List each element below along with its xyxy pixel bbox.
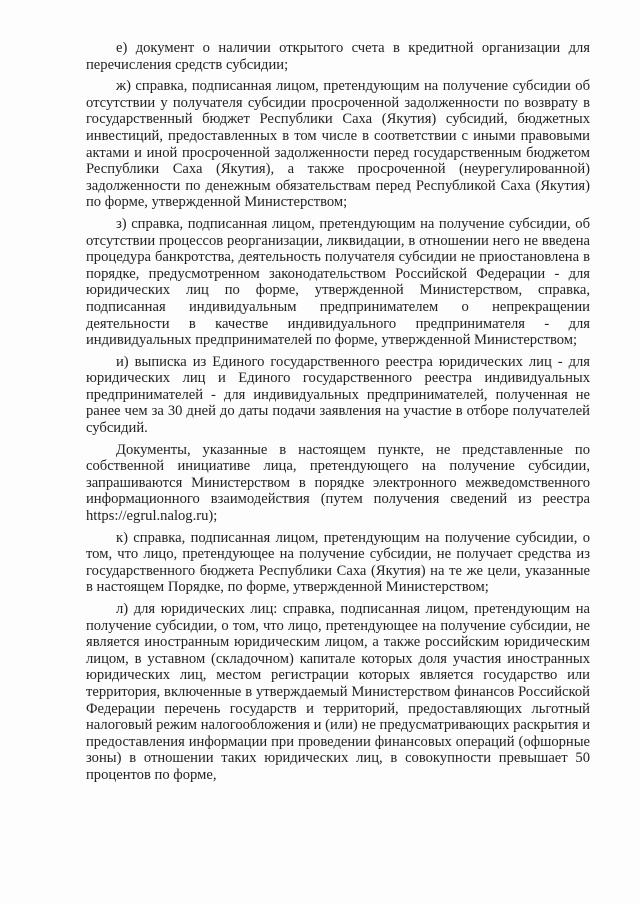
paragraph-l: л) для юридических лиц: справка, подписанная лицом, претендующим на получение субсидии, о том, что лицо, претендующее на получение субсидии, не является иностранным юридическим лицом, а также российским юридическим лицом, в уставном (складочном) капитале которых доля участия иностранных юридических лиц, местом регистрации которых является государство или территория, включенные в утверждаемый Министерством финансов Российской Федерации перечень государств и территорий, предоставляющих льготный налоговый режим налогообложения и (или) не предусматривающих раскрытия и предоставления информации при проведении финансовых операций (офшорные зоны) в отношении таких юридических лиц, в совокупности превышает 50 процентов по форме, xyxy=(86,601,590,783)
paragraph-i: и) выписка из Единого государственного реестра юридических лиц - для юридических лиц и Единого государственного реестра индивидуальных предпринимателей - для индивидуальных предпринимателей, полученная не ранее чем за 30 дней до даты подачи заявления на участие в отборе получателей субсидий. xyxy=(86,353,590,437)
paragraph-e: е) документ о наличии открытого счета в кредитной организации для перечисления средств субсидии; xyxy=(86,40,590,73)
paragraph-z: з) справка, подписанная лицом, претендующим на получение субсидии, об отсутствии процессов реорганизации, ликвидации, в отношении него не введена процедура банкротства, деятельность получателя субсидии не приостановлена в порядке, предусмотренном законодательством Российской Федерации - для юридических лиц по форме, утвержденной Министерством, справка, подписанная индивидуальным предпринимателем о непрекращении деятельности в качестве индивидуального предпринимателя - для индивидуальных предпринимателей по форме, утвержденной Министерством; xyxy=(86,215,590,349)
paragraph-zh: ж) справка, подписанная лицом, претендующим на получение субсидии об отсутствии у получателя субсидии просроченной задолженности по возврату в государственный бюджет Республики Саха (Якутия) субсидий, бюджетных инвестиций, предоставленных в том числе в соответствии с иными правовыми актами и иной просроченной задолженности перед государственным бюджетом Республики Саха (Якутия), а также просроченной (неурегулированной) задолженности по денежным обязательствам перед Республикой Саха (Якутия) по форме, утвержденной Министерством; xyxy=(86,78,590,211)
document-body xyxy=(86,40,590,786)
paragraph-documents-note: Документы, указанные в настоящем пункте, не представленные по собственной инициативе лица, претендующего на получение субсидии, запрашиваются Министерством в порядке электронного межведомственного информационного взаимодействия (путем получения сведений из реестра https://egrul.nalog.ru); xyxy=(86,441,590,525)
paragraph-k: к) справка, подписанная лицом, претендующим на получение субсидии, о том, что лицо, претендующее на получение субсидии, не получает средства из государственного бюджета Республики Саха (Якутия) на те же цели, указанные в настоящем Порядке, по форме, утвержденной Министерством; xyxy=(86,529,590,596)
